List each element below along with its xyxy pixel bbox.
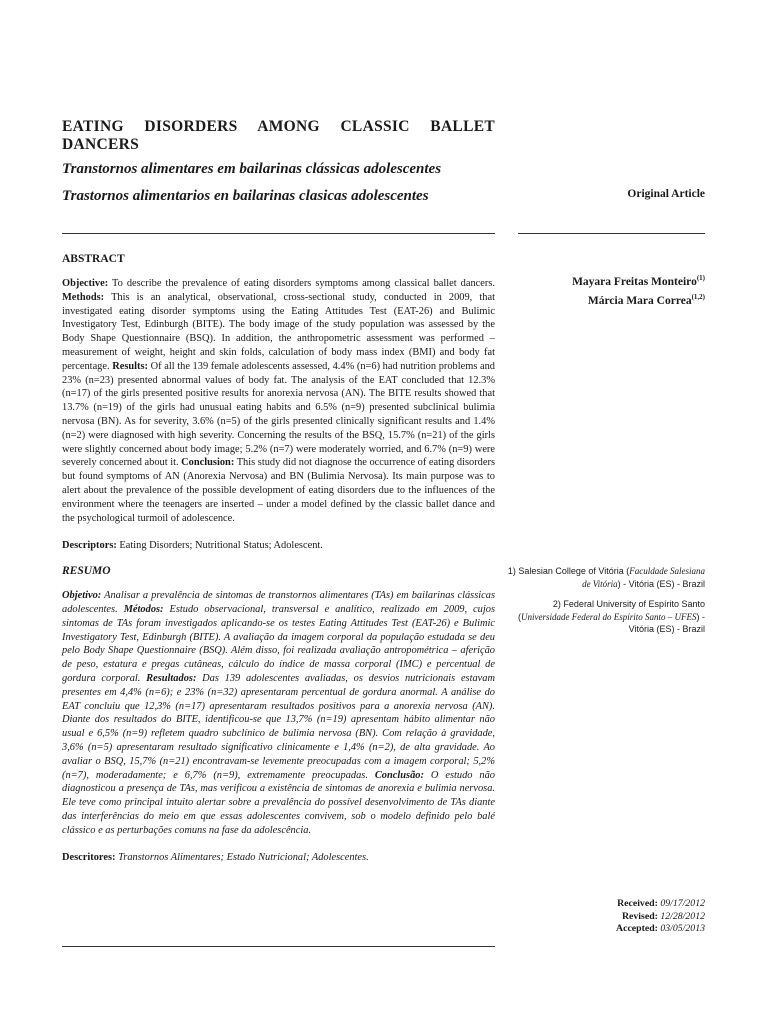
methods-label: Methods: — [62, 291, 105, 303]
results-text: Of all the 139 female adolescents assessed, 4.4% (n=6) had nutrition problems and 23% (n=23) presented abnormal values of body fat. The analysis of the EAT concluded that 12.3% (n=17) of the girls presented positive results for anorexia nervosa (AN). The BITE results showed that 13.7% (n=19) of the girls had unusual eating habits and 6.5% (n=9) presented subclinical bulimia nervosa (BN). As for severity, 3.6% (n=5) of the girls presented clinically significant results and 1.4% (n=2) were diagnosed with high severity. Concerning the results of the BSQ, 15.7% (n=21) of the girls were slightly concerned about body image; 5.2% (n=7) were moderately worried, and 6.7% (n=9) were severely concerned about it. — [62, 360, 495, 469]
metodos-label: Métodos: — [123, 603, 164, 615]
title-portuguese: Transtornos alimentares em bailarinas clássicas adolescentes — [62, 161, 442, 177]
author-2: Márcia Mara Correa$^{(1,2)}$ — [587, 292, 705, 307]
article-dates — [616, 898, 705, 936]
accepted-date: Accepted: 03/05/2013 — [616, 923, 705, 934]
author-1: Mayara Freitas Monteiro$^{(1)}$ — [572, 274, 705, 288]
conclusao-label: Conclusão: — [374, 769, 424, 781]
resumo-body — [62, 589, 495, 837]
objective-label: Objective: — [62, 278, 109, 289]
conclusao-text: O estudo não diagnosticou a presença de TAs, mas verificou a existência de sintomas de anorexia e bulimia nervosa. Ele teve como principal intuito alertar sobre a prevalência do possível desenvolvimento de TAs diante das interferências do meio em que essas adolescentes convivem, sob o modelo definido pelo balé clássico e as perturbações comuns na fase da adolescência. — [62, 769, 495, 836]
title-spanish: Trastornos alimentarios en bailarinas clasicas adolescentes — [62, 188, 429, 204]
descritores-text: Transtornos Alimentares; Estado Nutricional; Adolescentes. — [115, 852, 369, 864]
conclusion-label: Conclusion: — [181, 457, 235, 469]
side-rule — [518, 233, 705, 234]
methods-text: This is an analytical, observational, cross-sectional study, conducted in 2009, that investigated eating disorder symptoms using the Eating Attitudes Test (EAT-26) and Bulimic Investigatory Test, Edinburgh (BITE). The body image of the study population was assessed by the Body Shape Questionnaire (BSQ). In addition, the anthropometric assessment was performed – measurement of weight, height and skin folds, calculation of body mass index (BMI) and body fat percentage. — [62, 291, 495, 372]
resultados-label: Resultados: — [146, 672, 197, 684]
main-column — [62, 118, 495, 205]
descritores-label: Descritores: — [62, 852, 116, 864]
descritores — [62, 851, 495, 865]
title-rule — [62, 233, 495, 234]
article-title: EATING DISORDERS AMONG CLASSIC BALLET DANCERS — [62, 118, 495, 153]
results-label: Results: — [112, 360, 149, 372]
objetivo-label: Objetivo: — [62, 590, 102, 602]
authors — [572, 271, 705, 309]
resultados-text: Das 139 adolescentes avaliadas, os desvios nutricionais estavam presentes em 4,4% (n=6); e 23% (n=32) apresentaram percentual de gordura anormal. A análise do EAT concluiu que 12,3% (n=17) apresentaram resultados positivos para a anorexia nervosa (AN). Diante dos resultados do BITE, identificou-se que 13,7% (n=19) apresentam hábito alimentar não usual e 6,5% (n=9) refletem quadro subclínico de bulimia nervosa (BN). Com relação à gravidade, 3,6% (n=5) apresentaram resultado significativo clinicamente e 1,4% (n=2), de alta gravidade. Ao avaliar o BSQ, 15,7% (n=21) encontravam-se levemente preocupadas com a imagem corporal; 5,2% (n=7), moderadamente; e 6,7% (n=9), extremamente preocupadas. — [62, 672, 495, 781]
descriptors-text: Eating Disorders; Nutritional Status; Adolescent. — [116, 540, 323, 552]
received-date: Received: 09/17/2012 — [617, 898, 705, 909]
revised-date: Revised: 12/28/2012 — [621, 910, 705, 922]
affiliation-2: 2) Federal University of Espírito Santo (Universidade Federal do Espírito Santo – UFES) - Vitória (ES) - Brazil — [518, 599, 705, 634]
descriptors — [62, 539, 495, 553]
affiliation-1: 1) Salesian College of Vitória (Faculdade Salesiana de Vitória) - Vitória (ES) - Brazil — [507, 566, 705, 589]
bottom-rule — [62, 946, 495, 947]
objetivo-text: Analisar a prevalência de sintomas de transtornos alimentares (TAs) em bailarinas clássicas adolescentes. — [62, 590, 495, 615]
side-column — [507, 0, 705, 1024]
objective-text: To describe the prevalence of eating disorders symptoms among classical ballet dancers. — [108, 278, 495, 289]
abstract-body — [62, 277, 495, 525]
metodos-text: Estudo observacional, transversal e analítico, realizado em 2009, cujos sintomas de TAs foram investigados aplicando-se os testes Eating Attitudes Test (EAT-26) e Bulimic Investigatory Test, Edinburgh (BITE). A avaliação da imagem corporal da população estudada se deu pelo Body Shape Questionnaire (BSQ). Além disso, foi realizada avaliação antropométrica – aferição de peso, estatura e pregas cutâneas, cálculo do índice de massa corporal (IMC) e percentual de gordura corporal. — [62, 603, 495, 684]
descriptors-label: Descriptors: — [62, 540, 117, 552]
abstract-heading: ABSTRACT — [62, 253, 125, 265]
resumo-heading: RESUMO — [62, 565, 111, 578]
conclusion-text: This study did not diagnose the occurrence of eating disorders but found symptoms of AN (Anorexia Nervosa) and BN (Bulimia Nervosa). Its main purpose was to alert about the prevalence of the possible development of eating disorders due to the influences of the environment where the teenagers are inserted – under a model defined by the classic ballet dance and the psychological turmoil of adolescence. — [62, 457, 495, 524]
article-type: Original Article — [627, 188, 705, 200]
abstract-section — [62, 253, 495, 865]
